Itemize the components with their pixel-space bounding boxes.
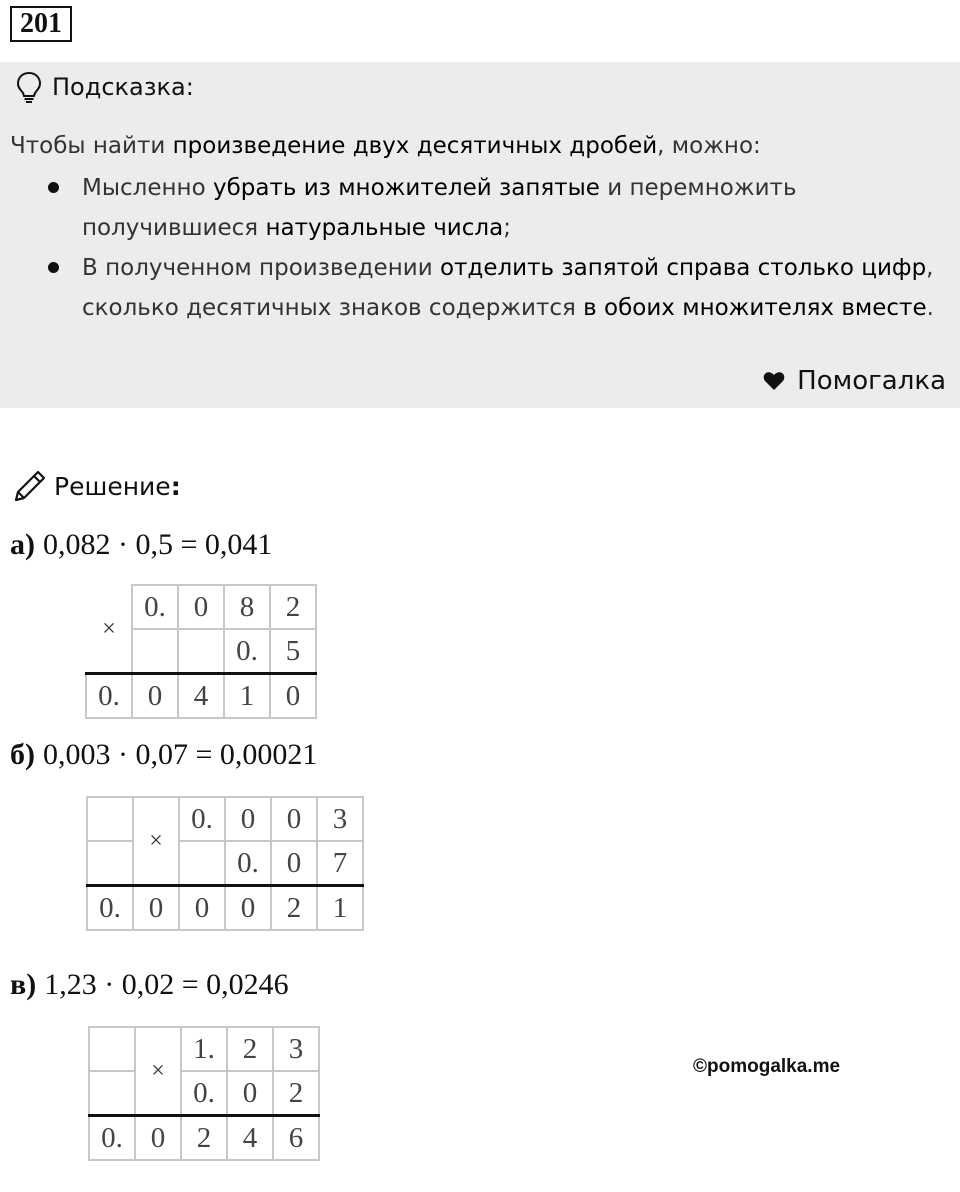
- hint-list: [40, 168, 940, 328]
- bullet-icon: [48, 182, 59, 193]
- table-cell: ×: [135, 1027, 181, 1116]
- table-cell: 2: [270, 585, 316, 629]
- table-cell: 0: [178, 585, 224, 629]
- table-cell: 2: [271, 886, 317, 931]
- hint-title: [16, 70, 194, 104]
- table-cell: [132, 629, 178, 674]
- hint-intro-emph: произведение двух десятичных дробей: [172, 133, 658, 159]
- hint-item-text: ;: [503, 215, 511, 241]
- table-row: [86, 674, 316, 719]
- table-cell: 7: [317, 841, 363, 886]
- table-cell: 0.: [86, 674, 132, 719]
- hint-list-item: [40, 248, 940, 328]
- table-cell: [89, 1071, 135, 1116]
- table-cell: [87, 797, 133, 841]
- part-label: в): [10, 968, 37, 1001]
- hint-item-text: Мысленно: [82, 175, 213, 201]
- table-cell: 4: [227, 1116, 273, 1161]
- brand: [763, 366, 946, 396]
- hint-item-emph: отделить запятой справа столько цифр: [439, 255, 927, 281]
- table-cell: 0.: [224, 629, 270, 674]
- table-cell: 0.: [225, 841, 271, 886]
- table-cell: 0: [227, 1071, 273, 1116]
- solution-title-colon: :: [170, 471, 181, 501]
- equation-b: [10, 738, 317, 772]
- table-row: [86, 585, 316, 629]
- hint-item-emph: в обоих множителях вместе: [583, 295, 927, 321]
- table-cell: 2: [181, 1116, 227, 1161]
- hint-intro-suffix: , можно:: [657, 133, 761, 159]
- equation-text: 1,23 · 0,02 = 0,0246: [44, 968, 289, 1001]
- hint-list-item: [40, 168, 940, 248]
- hint-item-text: , сколько десятичных знаков содержится: [82, 255, 934, 321]
- table-cell: 0: [270, 674, 316, 719]
- table-cell: 0.: [89, 1116, 135, 1161]
- table-cell: 1: [317, 886, 363, 931]
- solution-title: [12, 468, 181, 504]
- table-row: [89, 1027, 319, 1071]
- table-cell: 6: [273, 1116, 319, 1161]
- hint-item-text: и перемножить получившиеся: [82, 175, 797, 241]
- part-label: б): [10, 738, 35, 771]
- calculation-table-c: [88, 1026, 320, 1161]
- calculation-table-b: [86, 796, 364, 931]
- table-cell: 0: [132, 674, 178, 719]
- table-cell: 0.: [181, 1071, 227, 1116]
- table-row: [89, 1116, 319, 1161]
- brand-name: Помогалка: [797, 366, 946, 396]
- table-cell: 0: [179, 886, 225, 931]
- table-cell: ×: [133, 797, 179, 886]
- hint-item-emph: натуральные числа: [265, 215, 504, 241]
- table-cell: 0.: [132, 585, 178, 629]
- table-cell: 0.: [87, 886, 133, 931]
- table-cell: [87, 841, 133, 886]
- equation-a: [10, 528, 272, 562]
- solution-title-text: Решение: [54, 471, 171, 501]
- table-cell: 0: [225, 797, 271, 841]
- lightbulb-icon: [16, 71, 42, 103]
- hint-intro: [10, 128, 761, 164]
- table-cell: 1: [224, 674, 270, 719]
- heart-icon: [763, 371, 785, 391]
- table-cell: 1.: [181, 1027, 227, 1071]
- equation-c: [10, 968, 289, 1002]
- table-cell: 0.: [179, 797, 225, 841]
- hint-intro-prefix: Чтобы найти: [10, 133, 173, 159]
- table-cell: [179, 841, 225, 886]
- table-cell: 8: [224, 585, 270, 629]
- calculation-table-a: [85, 584, 317, 719]
- table-cell: 0: [135, 1116, 181, 1161]
- table-row: [89, 1071, 319, 1116]
- table-cell: 0: [225, 886, 271, 931]
- hint-title-text: Подсказка:: [52, 73, 194, 101]
- hint-item-emph: убрать из множителей запятые: [212, 175, 600, 201]
- equation-text: 0,003 · 0,07 = 0,00021: [43, 738, 318, 771]
- table-cell: 0: [271, 797, 317, 841]
- task-number: 201: [10, 6, 72, 42]
- hint-item-text: .: [926, 295, 934, 321]
- table-row: [87, 841, 363, 886]
- table-row: [87, 797, 363, 841]
- table-row: [87, 886, 363, 931]
- table-cell: 4: [178, 674, 224, 719]
- table-cell: 3: [317, 797, 363, 841]
- table-cell: 2: [273, 1071, 319, 1116]
- table-cell: 0: [133, 886, 179, 931]
- copyright: ©pomogalka.me: [693, 1056, 841, 1077]
- table-cell: 5: [270, 629, 316, 674]
- bullet-icon: [48, 262, 59, 273]
- table-cell: [89, 1027, 135, 1071]
- pencil-icon: [12, 468, 48, 504]
- hint-item-text: В полученном произведении: [82, 255, 440, 281]
- equation-text: 0,082 · 0,5 = 0,041: [43, 528, 273, 561]
- table-cell: [178, 629, 224, 674]
- table-cell: 2: [227, 1027, 273, 1071]
- table-cell: 0: [271, 841, 317, 886]
- part-label: а): [10, 528, 35, 561]
- table-cell: 3: [273, 1027, 319, 1071]
- table-cell: ×: [86, 585, 132, 674]
